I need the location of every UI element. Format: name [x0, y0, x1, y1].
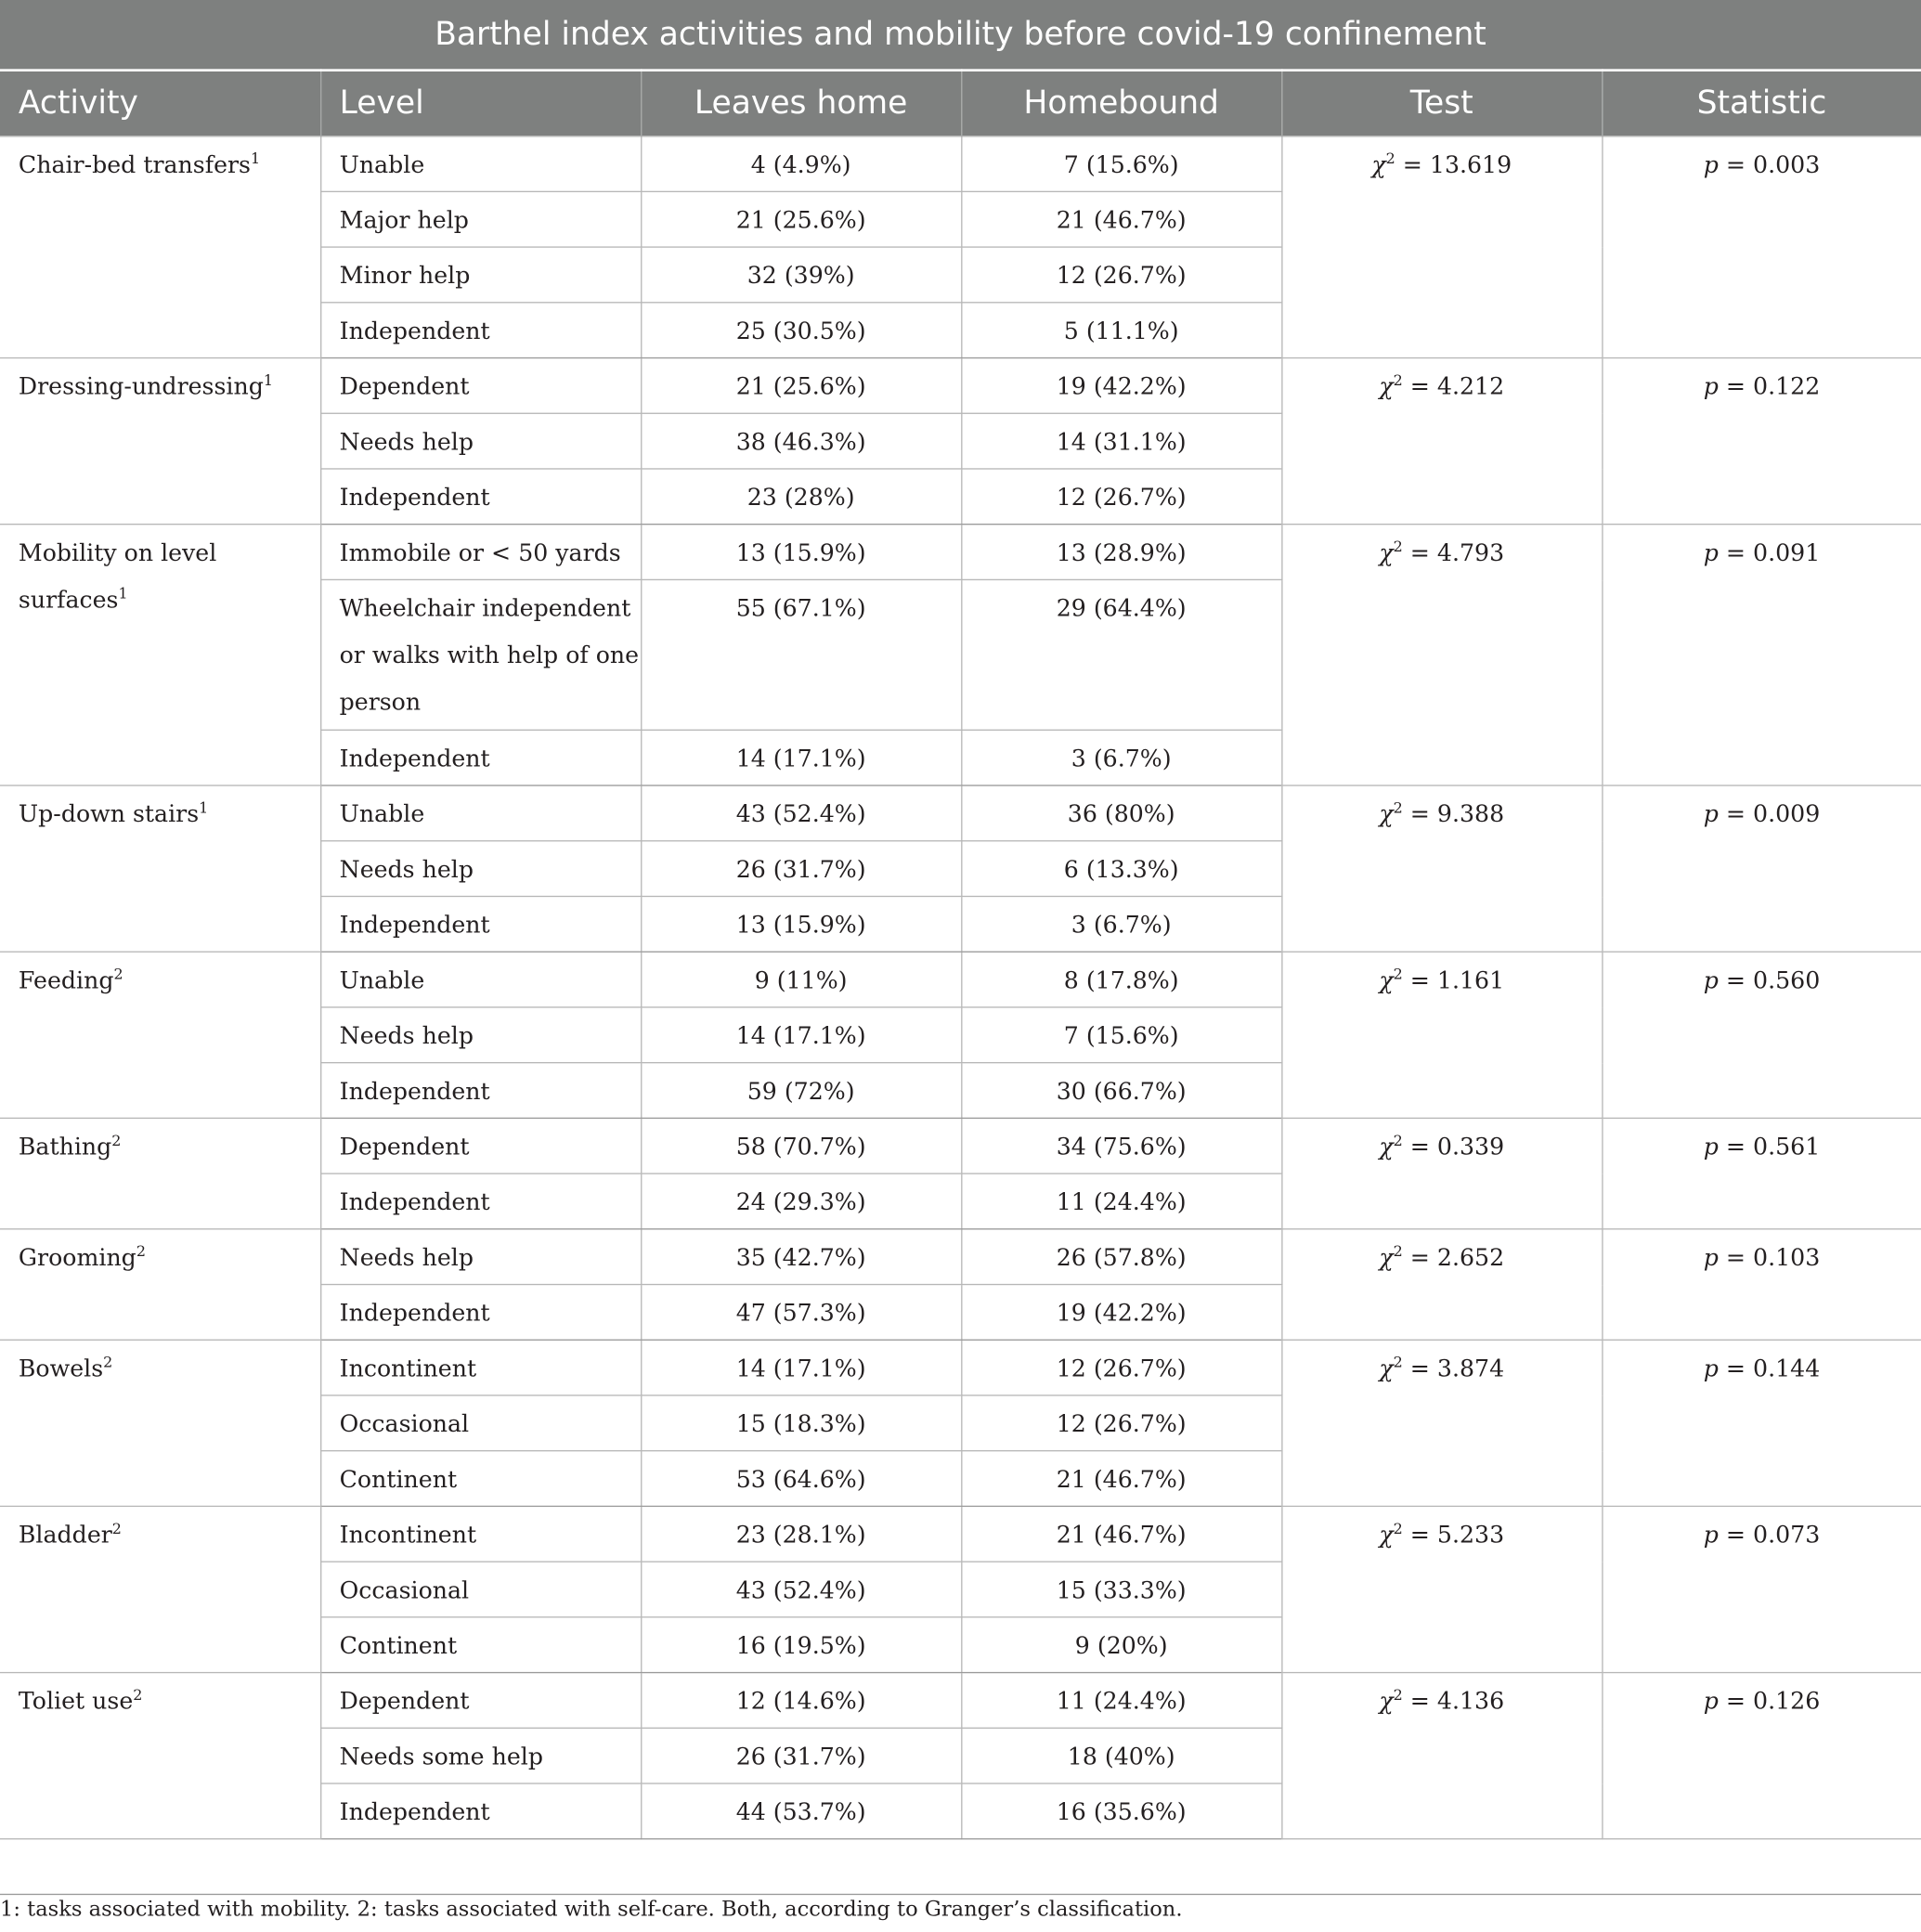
level-cell: Incontinent — [320, 1340, 641, 1395]
activity-cell — [0, 1229, 320, 1340]
level-cell: Dependent — [320, 1118, 641, 1173]
chi-symbol: χ — [1379, 1133, 1394, 1161]
leaves-home-cell: 43 (52.4%) — [641, 785, 961, 841]
activity-footnote-mark: 1 — [199, 798, 209, 817]
header-activity: Activity — [0, 71, 320, 136]
activity-name: Up-down stairs — [18, 800, 200, 828]
level-cell: Needs help — [320, 1229, 641, 1285]
leaves-home-cell: 23 (28%) — [641, 469, 961, 525]
table-row — [0, 1340, 1921, 1395]
chi-square-mark: 2 — [1393, 1520, 1403, 1537]
p-value: = 0.144 — [1718, 1355, 1821, 1383]
level-cell: Needs help — [320, 1007, 641, 1063]
chi-square-mark: 2 — [1393, 798, 1403, 817]
test-value: = 1.161 — [1402, 966, 1505, 994]
level-cell: Needs help — [320, 413, 641, 469]
statistic-cell — [1602, 785, 1921, 952]
header-homebound: Homebound — [961, 71, 1281, 136]
level-cell: Independent — [320, 1285, 641, 1341]
p-symbol: p — [1703, 1133, 1719, 1161]
p-symbol: p — [1703, 1688, 1719, 1716]
level-cell: Independent — [320, 896, 641, 952]
chi-square-mark: 2 — [1393, 1686, 1403, 1704]
test-value: = 3.874 — [1402, 1355, 1505, 1383]
statistic-cell — [1602, 136, 1921, 358]
table-row — [0, 136, 1921, 192]
activity-cell — [0, 525, 320, 785]
level-cell: Independent — [320, 469, 641, 525]
leaves-home-cell: 14 (17.1%) — [641, 730, 961, 785]
level-cell: Incontinent — [320, 1506, 641, 1562]
leaves-home-cell: 13 (15.9%) — [641, 525, 961, 580]
leaves-home-cell: 21 (25.6%) — [641, 358, 961, 414]
p-value: = 0.009 — [1718, 800, 1821, 828]
test-value: = 9.388 — [1402, 800, 1505, 828]
leaves-home-cell: 14 (17.1%) — [641, 1007, 961, 1063]
level-cell: Needs some help — [320, 1728, 641, 1783]
homebound-cell: 11 (24.4%) — [961, 1673, 1281, 1729]
header-leaves-home: Leaves home — [641, 71, 961, 136]
activity-cell — [0, 1340, 320, 1506]
chi-square-mark: 2 — [1393, 1354, 1403, 1371]
homebound-cell: 21 (46.7%) — [961, 191, 1281, 247]
level-cell: Continent — [320, 1451, 641, 1507]
homebound-cell: 12 (26.7%) — [961, 1395, 1281, 1451]
level-cell: Occasional — [320, 1395, 641, 1451]
leaves-home-cell: 47 (57.3%) — [641, 1285, 961, 1341]
activity-footnote-mark: 2 — [111, 1132, 122, 1149]
chi-symbol: χ — [1371, 151, 1386, 179]
activity-name: Dressing-undressing — [18, 373, 264, 401]
leaves-home-cell: 12 (14.6%) — [641, 1673, 961, 1729]
homebound-cell: 19 (42.2%) — [961, 358, 1281, 414]
statistic-cell — [1602, 358, 1921, 525]
level-cell: Continent — [320, 1617, 641, 1673]
activity-footnote-mark: 2 — [133, 1686, 143, 1704]
level-cell: Independent — [320, 1063, 641, 1119]
statistic-cell — [1602, 952, 1921, 1118]
homebound-cell: 11 (24.4%) — [961, 1173, 1281, 1229]
level-cell: Independent — [320, 1173, 641, 1229]
level-cell: Independent — [320, 1783, 641, 1839]
table-row — [0, 1118, 1921, 1173]
homebound-cell: 5 (11.1%) — [961, 303, 1281, 358]
chi-symbol: χ — [1379, 1355, 1394, 1383]
activity-name: Bladder — [18, 1522, 112, 1549]
p-value: = 0.560 — [1718, 966, 1821, 994]
leaves-home-cell: 4 (4.9%) — [641, 136, 961, 192]
p-symbol: p — [1703, 1355, 1719, 1383]
activity-name: Feeding — [18, 966, 114, 994]
leaves-home-cell: 23 (28.1%) — [641, 1506, 961, 1562]
activity-footnote-mark: 1 — [263, 371, 274, 389]
activity-footnote-mark: 2 — [113, 966, 123, 983]
chi-square-mark: 2 — [1393, 1242, 1403, 1261]
leaves-home-cell: 25 (30.5%) — [641, 303, 961, 358]
table-row — [0, 952, 1921, 1007]
p-value: = 0.122 — [1718, 373, 1821, 401]
leaves-home-cell: 35 (42.7%) — [641, 1229, 961, 1285]
level-cell: Dependent — [320, 358, 641, 414]
p-value: = 0.561 — [1718, 1133, 1821, 1161]
table-footnote: 1: tasks associated with mobility. 2: tasks associated with self-care. Both, according to Granger’s classification. — [0, 1894, 1921, 1923]
level-cell: Independent — [320, 730, 641, 785]
leaves-home-cell: 15 (18.3%) — [641, 1395, 961, 1451]
test-value: = 4.136 — [1402, 1688, 1505, 1716]
homebound-cell: 6 (13.3%) — [961, 841, 1281, 897]
test-value: = 4.212 — [1402, 373, 1505, 401]
activity-footnote-mark: 2 — [103, 1354, 113, 1371]
homebound-cell: 8 (17.8%) — [961, 952, 1281, 1007]
level-cell: Major help — [320, 191, 641, 247]
level-cell: Minor help — [320, 247, 641, 303]
table-row — [0, 1673, 1921, 1729]
leaves-home-cell: 43 (52.4%) — [641, 1562, 961, 1617]
p-symbol: p — [1703, 539, 1719, 567]
p-value: = 0.126 — [1718, 1688, 1821, 1716]
test-cell — [1281, 785, 1602, 952]
homebound-cell: 12 (26.7%) — [961, 247, 1281, 303]
leaves-home-cell: 58 (70.7%) — [641, 1118, 961, 1173]
chi-symbol: χ — [1379, 1244, 1394, 1272]
test-cell — [1281, 952, 1602, 1118]
test-cell — [1281, 1673, 1602, 1839]
leaves-home-cell: 55 (67.1%) — [641, 579, 961, 730]
test-cell — [1281, 358, 1602, 525]
chi-symbol: χ — [1379, 539, 1394, 567]
homebound-cell: 16 (35.6%) — [961, 1783, 1281, 1839]
test-cell — [1281, 136, 1602, 358]
homebound-cell: 9 (20%) — [961, 1617, 1281, 1673]
test-cell — [1281, 1340, 1602, 1506]
statistic-cell — [1602, 1340, 1921, 1506]
p-symbol: p — [1703, 373, 1719, 401]
leaves-home-cell: 9 (11%) — [641, 952, 961, 1007]
p-value: = 0.003 — [1718, 151, 1821, 179]
homebound-cell: 14 (31.1%) — [961, 413, 1281, 469]
chi-symbol: χ — [1379, 1688, 1394, 1716]
activity-cell — [0, 358, 320, 525]
test-cell — [1281, 1118, 1602, 1228]
homebound-cell: 36 (80%) — [961, 785, 1281, 841]
header-level: Level — [320, 71, 641, 136]
chi-square-mark: 2 — [1393, 966, 1403, 983]
table-title: Barthel index activities and mobility before covid-19 confinement — [0, 0, 1921, 71]
p-value: = 0.073 — [1718, 1522, 1821, 1549]
activity-cell — [0, 1118, 320, 1228]
activity-name: Toliet use — [18, 1688, 134, 1716]
table-row — [0, 525, 1921, 580]
activity-name: Chair-bed transfers — [18, 151, 251, 179]
test-cell — [1281, 525, 1602, 785]
table-row — [0, 785, 1921, 841]
test-value: = 13.619 — [1395, 151, 1512, 179]
activity-cell — [0, 785, 320, 952]
homebound-cell: 18 (40%) — [961, 1728, 1281, 1783]
level-cell: Unable — [320, 952, 641, 1007]
chi-square-mark: 2 — [1385, 149, 1395, 168]
activity-cell — [0, 136, 320, 358]
homebound-cell: 12 (26.7%) — [961, 1340, 1281, 1395]
leaves-home-cell: 21 (25.6%) — [641, 191, 961, 247]
p-symbol: p — [1703, 800, 1719, 828]
table-body — [0, 136, 1921, 1839]
table-row — [0, 1506, 1921, 1562]
chi-symbol: χ — [1379, 800, 1394, 828]
homebound-cell: 7 (15.6%) — [961, 1007, 1281, 1063]
p-value: = 0.103 — [1718, 1244, 1821, 1272]
homebound-cell: 21 (46.7%) — [961, 1451, 1281, 1507]
homebound-cell: 34 (75.6%) — [961, 1118, 1281, 1173]
leaves-home-cell: 26 (31.7%) — [641, 841, 961, 897]
homebound-cell: 13 (28.9%) — [961, 525, 1281, 580]
leaves-home-cell: 59 (72%) — [641, 1063, 961, 1119]
activity-footnote-mark: 1 — [118, 584, 128, 603]
statistic-cell — [1602, 1118, 1921, 1228]
p-value: = 0.091 — [1718, 539, 1821, 567]
test-cell — [1281, 1229, 1602, 1340]
chi-square-mark: 2 — [1393, 538, 1403, 556]
chi-symbol: χ — [1379, 966, 1394, 994]
homebound-cell: 12 (26.7%) — [961, 469, 1281, 525]
leaves-home-cell: 38 (46.3%) — [641, 413, 961, 469]
test-value: = 2.652 — [1402, 1244, 1505, 1272]
table-row — [0, 1229, 1921, 1285]
leaves-home-cell: 32 (39%) — [641, 247, 961, 303]
table-row — [0, 358, 1921, 414]
activity-footnote-mark: 1 — [250, 149, 261, 168]
level-cell: Independent — [320, 303, 641, 358]
activity-cell — [0, 1673, 320, 1839]
statistic-cell — [1602, 1229, 1921, 1340]
p-symbol: p — [1703, 966, 1719, 994]
p-symbol: p — [1703, 1522, 1719, 1549]
leaves-home-cell: 13 (15.9%) — [641, 896, 961, 952]
p-symbol: p — [1703, 151, 1719, 179]
homebound-cell: 19 (42.2%) — [961, 1285, 1281, 1341]
activity-cell — [0, 1506, 320, 1672]
homebound-cell: 26 (57.8%) — [961, 1229, 1281, 1285]
activity-name: Bowels — [18, 1355, 104, 1383]
test-value: = 4.793 — [1402, 539, 1505, 567]
homebound-cell: 29 (64.4%) — [961, 579, 1281, 730]
leaves-home-cell: 16 (19.5%) — [641, 1617, 961, 1673]
statistic-cell — [1602, 1673, 1921, 1839]
level-cell: Unable — [320, 136, 641, 192]
level-cell: Dependent — [320, 1673, 641, 1729]
homebound-cell: 21 (46.7%) — [961, 1506, 1281, 1562]
activity-footnote-mark: 2 — [136, 1242, 146, 1261]
chi-symbol: χ — [1379, 1522, 1394, 1549]
level-cell: Immobile or < 50 yards — [320, 525, 641, 580]
activity-name: Mobility on level surfaces — [18, 539, 217, 614]
homebound-cell: 15 (33.3%) — [961, 1562, 1281, 1617]
homebound-cell: 7 (15.6%) — [961, 136, 1281, 192]
chi-symbol: χ — [1379, 373, 1394, 401]
statistic-cell — [1602, 525, 1921, 785]
activity-name: Grooming — [18, 1244, 136, 1272]
statistic-cell — [1602, 1506, 1921, 1672]
test-cell — [1281, 1506, 1602, 1672]
leaves-home-cell: 44 (53.7%) — [641, 1783, 961, 1839]
level-cell: Unable — [320, 785, 641, 841]
level-cell: Wheelchair independent or walks with help of one person — [320, 579, 641, 730]
level-cell: Occasional — [320, 1562, 641, 1617]
leaves-home-cell: 53 (64.6%) — [641, 1451, 961, 1507]
test-value: = 5.233 — [1402, 1522, 1505, 1549]
header-statistic: Statistic — [1602, 71, 1921, 136]
p-symbol: p — [1703, 1244, 1719, 1272]
level-cell: Needs help — [320, 841, 641, 897]
leaves-home-cell: 24 (29.3%) — [641, 1173, 961, 1229]
chi-square-mark: 2 — [1393, 1132, 1403, 1149]
header-test: Test — [1281, 71, 1602, 136]
chi-square-mark: 2 — [1393, 371, 1403, 389]
leaves-home-cell: 14 (17.1%) — [641, 1340, 961, 1395]
homebound-cell: 3 (6.7%) — [961, 896, 1281, 952]
activity-cell — [0, 952, 320, 1118]
test-value: = 0.339 — [1402, 1133, 1505, 1161]
homebound-cell: 3 (6.7%) — [961, 730, 1281, 785]
leaves-home-cell: 26 (31.7%) — [641, 1728, 961, 1783]
activity-footnote-mark: 2 — [111, 1520, 122, 1537]
homebound-cell: 30 (66.7%) — [961, 1063, 1281, 1119]
activity-name: Bathing — [18, 1133, 112, 1161]
